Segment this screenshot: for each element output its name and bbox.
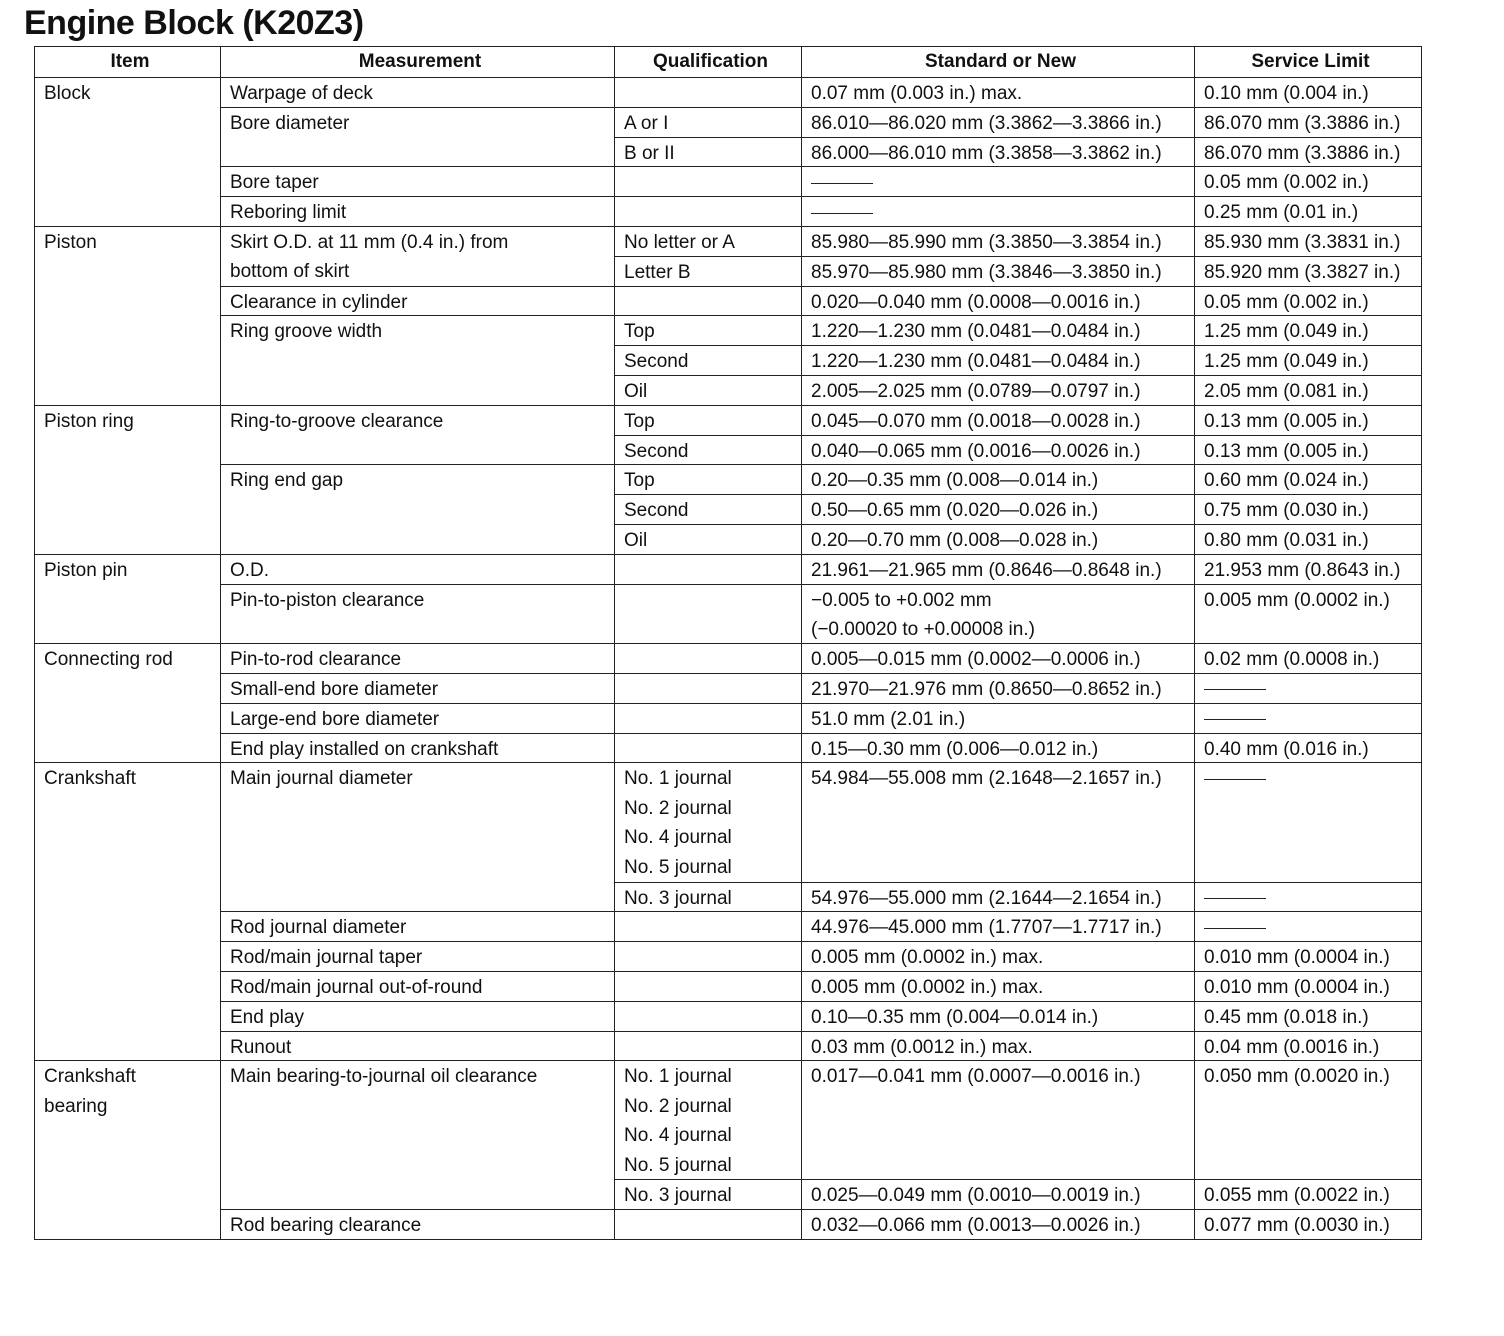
- standard-cell: 0.005 mm (0.0002 in.) max.: [802, 971, 1195, 1001]
- qualification-cell: [615, 703, 802, 733]
- item-cell: [35, 346, 221, 376]
- table-row: [35, 1001, 1422, 1031]
- standard-cell: 0.017—0.041 mm (0.0007—0.0016 in.): [802, 1061, 1195, 1091]
- item-cell: [35, 1150, 221, 1180]
- qualification-cell: No. 3 journal: [615, 882, 802, 912]
- limit-cell: 86.070 mm (3.3886 in.): [1195, 107, 1422, 137]
- qualification-cell: No. 1 journal: [615, 763, 802, 793]
- table-row: [35, 882, 1422, 912]
- measurement-cell: Reboring limit: [221, 197, 615, 227]
- table-row: [35, 256, 1422, 286]
- item-cell: [35, 703, 221, 733]
- standard-cell: 1.220—1.230 mm (0.0481—0.0484 in.): [802, 346, 1195, 376]
- table-row: [35, 703, 1422, 733]
- limit-cell: 0.60 mm (0.024 in.): [1195, 465, 1422, 495]
- limit-cell: 85.920 mm (3.3827 in.): [1195, 256, 1422, 286]
- qualification-cell: B or II: [615, 137, 802, 167]
- table-row: [35, 1210, 1422, 1240]
- table-row: [35, 793, 1422, 823]
- limit-cell: [1195, 1091, 1422, 1121]
- standard-cell: 0.040—0.065 mm (0.0016—0.0026 in.): [802, 435, 1195, 465]
- qualification-cell: Top: [615, 316, 802, 346]
- table-row: [35, 495, 1422, 525]
- qualification-cell: No. 4 journal: [615, 1120, 802, 1150]
- qualification-cell: [615, 197, 802, 227]
- limit-cell: [1195, 703, 1422, 733]
- limit-cell: 0.02 mm (0.0008 in.): [1195, 644, 1422, 674]
- limit-cell: [1195, 763, 1422, 793]
- item-cell: [35, 1001, 221, 1031]
- limit-cell: 0.80 mm (0.031 in.): [1195, 524, 1422, 554]
- qualification-cell: Top: [615, 405, 802, 435]
- em-dash-line-icon: [1204, 689, 1266, 690]
- item-cell: [35, 942, 221, 972]
- table-row: [35, 346, 1422, 376]
- qualification-cell: [615, 78, 802, 108]
- table-row: [35, 107, 1422, 137]
- measurement-cell: [221, 1091, 615, 1121]
- item-cell: Piston ring: [35, 405, 221, 435]
- measurement-cell: Skirt O.D. at 11 mm (0.4 in.) from: [221, 226, 615, 256]
- qualification-cell: [615, 644, 802, 674]
- standard-cell: 0.045—0.070 mm (0.0018—0.0028 in.): [802, 405, 1195, 435]
- limit-cell: 0.005 mm (0.0002 in.): [1195, 584, 1422, 614]
- standard-cell: 0.20—0.35 mm (0.008—0.014 in.): [802, 465, 1195, 495]
- table-row: [35, 137, 1422, 167]
- limit-cell: [1195, 822, 1422, 852]
- item-cell: [35, 316, 221, 346]
- table-row: [35, 971, 1422, 1001]
- item-cell: Piston pin: [35, 554, 221, 584]
- item-cell: [35, 584, 221, 614]
- qualification-cell: No. 2 journal: [615, 1091, 802, 1121]
- em-dash-line-icon: [1204, 779, 1266, 780]
- limit-cell: 0.10 mm (0.004 in.): [1195, 78, 1422, 108]
- item-cell: [35, 435, 221, 465]
- qualification-cell: [615, 942, 802, 972]
- measurement-cell: Rod/main journal out-of-round: [221, 971, 615, 1001]
- standard-cell: 0.032—0.066 mm (0.0013—0.0026 in.): [802, 1210, 1195, 1240]
- standard-cell: [802, 197, 1195, 227]
- item-cell: [35, 912, 221, 942]
- standard-cell: 85.970—85.980 mm (3.3846—3.3850 in.): [802, 256, 1195, 286]
- measurement-cell: [221, 137, 615, 167]
- limit-cell: 1.25 mm (0.049 in.): [1195, 316, 1422, 346]
- standard-cell: 21.961—21.965 mm (0.8646—0.8648 in.): [802, 554, 1195, 584]
- standard-cell: 0.15—0.30 mm (0.006—0.012 in.): [802, 733, 1195, 763]
- limit-cell: 0.010 mm (0.0004 in.): [1195, 942, 1422, 972]
- em-dash-line-icon: [811, 183, 873, 184]
- item-cell: Piston: [35, 226, 221, 256]
- standard-cell: 54.976—55.000 mm (2.1644—2.1654 in.): [802, 882, 1195, 912]
- measurement-cell: O.D.: [221, 554, 615, 584]
- item-cell: [35, 673, 221, 703]
- qualification-cell: No. 4 journal: [615, 822, 802, 852]
- table-row: [35, 78, 1422, 108]
- limit-cell: 1.25 mm (0.049 in.): [1195, 346, 1422, 376]
- qualification-cell: Oil: [615, 375, 802, 405]
- item-cell: [35, 1180, 221, 1210]
- item-cell: bearing: [35, 1091, 221, 1121]
- standard-cell: 86.010—86.020 mm (3.3862—3.3866 in.): [802, 107, 1195, 137]
- limit-cell: 0.05 mm (0.002 in.): [1195, 286, 1422, 316]
- measurement-cell: [221, 1120, 615, 1150]
- table-row: [35, 316, 1422, 346]
- standard-cell: 0.025—0.049 mm (0.0010—0.0019 in.): [802, 1180, 1195, 1210]
- limit-cell: 0.055 mm (0.0022 in.): [1195, 1180, 1422, 1210]
- em-dash-line-icon: [1204, 898, 1266, 899]
- measurement-cell: [221, 1150, 615, 1180]
- standard-cell: [802, 793, 1195, 823]
- standard-cell: 0.03 mm (0.0012 in.) max.: [802, 1031, 1195, 1061]
- item-cell: [35, 1120, 221, 1150]
- limit-cell: 0.04 mm (0.0016 in.): [1195, 1031, 1422, 1061]
- measurement-cell: Large-end bore diameter: [221, 703, 615, 733]
- measurement-cell: Pin-to-piston clearance: [221, 584, 615, 614]
- qualification-cell: [615, 614, 802, 644]
- item-cell: [35, 882, 221, 912]
- limit-cell: 2.05 mm (0.081 in.): [1195, 375, 1422, 405]
- limit-cell: [1195, 1120, 1422, 1150]
- table-row: [35, 1150, 1422, 1180]
- table-row: [35, 197, 1422, 227]
- standard-cell: 0.07 mm (0.003 in.) max.: [802, 78, 1195, 108]
- table-row: [35, 673, 1422, 703]
- measurement-cell: End play: [221, 1001, 615, 1031]
- table-row: [35, 822, 1422, 852]
- qualification-cell: Second: [615, 495, 802, 525]
- measurement-cell: [221, 822, 615, 852]
- item-cell: Block: [35, 78, 221, 108]
- qualification-cell: No. 1 journal: [615, 1061, 802, 1091]
- table-row: [35, 644, 1422, 674]
- item-cell: [35, 822, 221, 852]
- item-cell: [35, 107, 221, 137]
- table-row: [35, 1180, 1422, 1210]
- col-header-item: Item: [35, 47, 221, 78]
- standard-cell: 21.970—21.976 mm (0.8650—0.8652 in.): [802, 673, 1195, 703]
- limit-cell: 0.40 mm (0.016 in.): [1195, 733, 1422, 763]
- item-cell: [35, 971, 221, 1001]
- qualification-cell: [615, 286, 802, 316]
- table-row: [35, 912, 1422, 942]
- standard-cell: 0.10—0.35 mm (0.004—0.014 in.): [802, 1001, 1195, 1031]
- measurement-cell: Ring groove width: [221, 316, 615, 346]
- standard-cell: 2.005—2.025 mm (0.0789—0.0797 in.): [802, 375, 1195, 405]
- limit-cell: [1195, 882, 1422, 912]
- spec-table: [34, 46, 1422, 1240]
- item-cell: [35, 1031, 221, 1061]
- item-cell: [35, 137, 221, 167]
- measurement-cell: [221, 375, 615, 405]
- item-cell: Connecting rod: [35, 644, 221, 674]
- qualification-cell: No. 5 journal: [615, 1150, 802, 1180]
- table-row: [35, 1120, 1422, 1150]
- item-cell: [35, 614, 221, 644]
- qualification-cell: [615, 1001, 802, 1031]
- col-header-qualification: Qualification: [615, 47, 802, 78]
- col-header-measurement: Measurement: [221, 47, 615, 78]
- item-cell: [35, 197, 221, 227]
- page-title: Engine Block (K20Z3): [24, 4, 364, 42]
- measurement-cell: Ring end gap: [221, 465, 615, 495]
- standard-cell: [802, 167, 1195, 197]
- measurement-cell: bottom of skirt: [221, 256, 615, 286]
- limit-cell: 86.070 mm (3.3886 in.): [1195, 137, 1422, 167]
- item-cell: [35, 793, 221, 823]
- qualification-cell: Second: [615, 346, 802, 376]
- standard-cell: 85.980—85.990 mm (3.3850—3.3854 in.): [802, 226, 1195, 256]
- header-row: [35, 47, 1422, 78]
- table-row: [35, 1031, 1422, 1061]
- item-cell: [35, 733, 221, 763]
- limit-cell: [1195, 793, 1422, 823]
- standard-cell: 0.020—0.040 mm (0.0008—0.0016 in.): [802, 286, 1195, 316]
- qualification-cell: No. 3 journal: [615, 1180, 802, 1210]
- table-row: [35, 226, 1422, 256]
- measurement-cell: Main bearing-to-journal oil clearance: [221, 1061, 615, 1091]
- table-row: [35, 435, 1422, 465]
- measurement-cell: [221, 495, 615, 525]
- measurement-cell: [221, 852, 615, 882]
- item-cell: Crankshaft: [35, 763, 221, 793]
- standard-cell: 0.005 mm (0.0002 in.) max.: [802, 942, 1195, 972]
- limit-cell: 0.75 mm (0.030 in.): [1195, 495, 1422, 525]
- measurement-cell: [221, 524, 615, 554]
- table-row: [35, 375, 1422, 405]
- measurement-cell: Pin-to-rod clearance: [221, 644, 615, 674]
- measurement-cell: Rod/main journal taper: [221, 942, 615, 972]
- item-cell: [35, 524, 221, 554]
- qualification-cell: [615, 554, 802, 584]
- col-header-limit: Service Limit: [1195, 47, 1422, 78]
- table-row: [35, 286, 1422, 316]
- qualification-cell: Second: [615, 435, 802, 465]
- measurement-cell: [221, 882, 615, 912]
- standard-cell: 1.220—1.230 mm (0.0481—0.0484 in.): [802, 316, 1195, 346]
- standard-cell: 44.976—45.000 mm (1.7707—1.7717 in.): [802, 912, 1195, 942]
- table-row: [35, 1061, 1422, 1091]
- measurement-cell: Warpage of deck: [221, 78, 615, 108]
- measurement-cell: Main journal diameter: [221, 763, 615, 793]
- qualification-cell: Letter B: [615, 256, 802, 286]
- standard-cell: [802, 1150, 1195, 1180]
- table-row: [35, 167, 1422, 197]
- standard-cell: 51.0 mm (2.01 in.): [802, 703, 1195, 733]
- measurement-cell: Runout: [221, 1031, 615, 1061]
- table-row: [35, 524, 1422, 554]
- item-cell: [35, 495, 221, 525]
- em-dash-line-icon: [1204, 928, 1266, 929]
- measurement-cell: [221, 1180, 615, 1210]
- table-row: [35, 465, 1422, 495]
- item-cell: [35, 1210, 221, 1240]
- measurement-cell: Rod bearing clearance: [221, 1210, 615, 1240]
- qualification-cell: No. 2 journal: [615, 793, 802, 823]
- item-cell: [35, 375, 221, 405]
- standard-cell: [802, 1091, 1195, 1121]
- limit-cell: 0.13 mm (0.005 in.): [1195, 435, 1422, 465]
- limit-cell: [1195, 614, 1422, 644]
- limit-cell: 0.010 mm (0.0004 in.): [1195, 971, 1422, 1001]
- measurement-cell: Small-end bore diameter: [221, 673, 615, 703]
- measurement-cell: Clearance in cylinder: [221, 286, 615, 316]
- standard-cell: 0.20—0.70 mm (0.008—0.028 in.): [802, 524, 1195, 554]
- table-row: [35, 852, 1422, 882]
- measurement-cell: Rod journal diameter: [221, 912, 615, 942]
- table-row: [35, 1091, 1422, 1121]
- standard-cell: [802, 852, 1195, 882]
- qualification-cell: [615, 167, 802, 197]
- table-row: [35, 405, 1422, 435]
- limit-cell: 0.077 mm (0.0030 in.): [1195, 1210, 1422, 1240]
- standard-cell: 54.984—55.008 mm (2.1648—2.1657 in.): [802, 763, 1195, 793]
- qualification-cell: Oil: [615, 524, 802, 554]
- limit-cell: 0.05 mm (0.002 in.): [1195, 167, 1422, 197]
- limit-cell: 21.953 mm (0.8643 in.): [1195, 554, 1422, 584]
- limit-cell: [1195, 673, 1422, 703]
- limit-cell: [1195, 912, 1422, 942]
- limit-cell: [1195, 1150, 1422, 1180]
- col-header-standard: Standard or New: [802, 47, 1195, 78]
- qualification-cell: Top: [615, 465, 802, 495]
- table-row: [35, 763, 1422, 793]
- qualification-cell: [615, 584, 802, 614]
- item-cell: [35, 852, 221, 882]
- measurement-cell: Bore taper: [221, 167, 615, 197]
- standard-cell: −0.005 to +0.002 mm: [802, 584, 1195, 614]
- em-dash-line-icon: [811, 213, 873, 214]
- item-cell: [35, 286, 221, 316]
- measurement-cell: Bore diameter: [221, 107, 615, 137]
- item-cell: Crankshaft: [35, 1061, 221, 1091]
- measurement-cell: [221, 614, 615, 644]
- standard-cell: [802, 822, 1195, 852]
- qualification-cell: [615, 912, 802, 942]
- standard-cell: 0.50—0.65 mm (0.020—0.026 in.): [802, 495, 1195, 525]
- table-row: [35, 942, 1422, 972]
- table-row: [35, 733, 1422, 763]
- standard-cell: [802, 1120, 1195, 1150]
- qualification-cell: No. 5 journal: [615, 852, 802, 882]
- qualification-cell: [615, 971, 802, 1001]
- limit-cell: 0.13 mm (0.005 in.): [1195, 405, 1422, 435]
- measurement-cell: [221, 435, 615, 465]
- standard-cell: (−0.00020 to +0.00008 in.): [802, 614, 1195, 644]
- qualification-cell: No letter or A: [615, 226, 802, 256]
- measurement-cell: [221, 793, 615, 823]
- item-cell: [35, 167, 221, 197]
- table-row: [35, 584, 1422, 614]
- limit-cell: 85.930 mm (3.3831 in.): [1195, 226, 1422, 256]
- limit-cell: 0.050 mm (0.0020 in.): [1195, 1061, 1422, 1091]
- item-cell: [35, 256, 221, 286]
- standard-cell: 86.000—86.010 mm (3.3858—3.3862 in.): [802, 137, 1195, 167]
- standard-cell: 0.005—0.015 mm (0.0002—0.0006 in.): [802, 644, 1195, 674]
- measurement-cell: [221, 346, 615, 376]
- em-dash-line-icon: [1204, 719, 1266, 720]
- limit-cell: 0.25 mm (0.01 in.): [1195, 197, 1422, 227]
- limit-cell: 0.45 mm (0.018 in.): [1195, 1001, 1422, 1031]
- measurement-cell: End play installed on crankshaft: [221, 733, 615, 763]
- qualification-cell: [615, 673, 802, 703]
- qualification-cell: [615, 733, 802, 763]
- qualification-cell: A or I: [615, 107, 802, 137]
- table-row: [35, 614, 1422, 644]
- qualification-cell: [615, 1031, 802, 1061]
- measurement-cell: Ring-to-groove clearance: [221, 405, 615, 435]
- table-row: [35, 554, 1422, 584]
- item-cell: [35, 465, 221, 495]
- qualification-cell: [615, 1210, 802, 1240]
- limit-cell: [1195, 852, 1422, 882]
